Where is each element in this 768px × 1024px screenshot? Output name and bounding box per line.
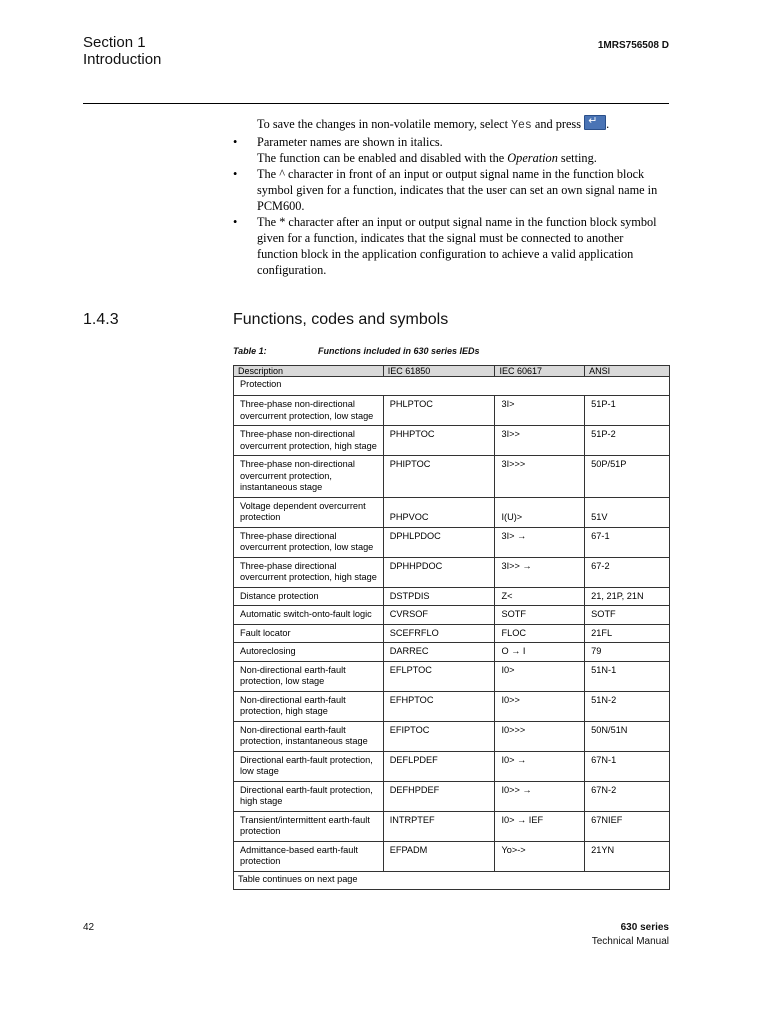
cell-description: Three-phase non-directional overcurrent protection, instantaneous stage <box>234 456 384 498</box>
cell-ansi: 51P-1 <box>585 396 670 426</box>
table-header-row <box>234 366 670 377</box>
cell-description: Three-phase directional overcurrent protection, low stage <box>234 527 384 557</box>
table-row <box>234 661 670 691</box>
page-number: 42 <box>83 922 95 933</box>
cell-iec61850: PHLPTOC <box>383 396 495 426</box>
cell-description: Directional earth-fault protection, low stage <box>234 751 384 781</box>
cell-ansi: 51P-2 <box>585 426 670 456</box>
cell-iec60617: 3I> → <box>495 527 585 557</box>
table-row <box>234 527 670 557</box>
cell-ansi: 67NIEF <box>585 811 670 841</box>
cell-iec60617: I0> <box>495 661 585 691</box>
document-id: 1MRS756508 D <box>597 40 669 51</box>
cell-description: Non-directional earth-fault protection, instantaneous stage <box>234 721 384 751</box>
table-row <box>234 643 670 662</box>
header-description: Description <box>234 366 384 377</box>
cell-ansi: 67N-1 <box>585 751 670 781</box>
cell-ansi: 67-2 <box>585 557 670 587</box>
cell-iec61850: INTRPTEF <box>383 811 495 841</box>
section-label: Section 1 <box>83 34 146 51</box>
header-divider <box>83 103 669 104</box>
cell-description: Non-directional earth-fault protection, low stage <box>234 661 384 691</box>
cell-iec61850: EFPADM <box>383 841 495 871</box>
cell-ansi: 79 <box>585 643 670 662</box>
group-label: Protection <box>234 377 670 396</box>
cell-iec60617: 3I>> <box>495 426 585 456</box>
cell-description: Automatic switch-onto-fault logic <box>234 606 384 625</box>
bullet-parameter-names: • Parameter names are shown in italics. The function can be enabled and disabled with the Operation setting. <box>233 135 597 165</box>
cell-iec60617: 3I> <box>495 396 585 426</box>
cell-iec61850: DSTPDIS <box>383 587 495 606</box>
cell-description: Fault locator <box>234 624 384 643</box>
table-row <box>234 557 670 587</box>
table-row <box>234 751 670 781</box>
table-continues-row <box>234 871 670 889</box>
table-row <box>234 587 670 606</box>
cell-iec61850: DEFHPDEF <box>383 781 495 811</box>
cell-description: Non-directional earth-fault protection, high stage <box>234 691 384 721</box>
cell-description: Distance protection <box>234 587 384 606</box>
cell-ansi: 21FL <box>585 624 670 643</box>
save-instruction: To save the changes in non-volatile memory, select Yes and press ↵. <box>233 115 663 134</box>
cell-iec61850: CVRSOF <box>383 606 495 625</box>
cell-description: Voltage dependent overcurrent protection <box>234 497 384 527</box>
cell-ansi: 51V <box>585 497 670 527</box>
cell-ansi: SOTF <box>585 606 670 625</box>
bullet-caret-character: • The ^ character in front of an input or output signal name in the function block symbol given for a function, indicates that the user can set an own signal name in PCM600. <box>233 167 658 213</box>
header-ansi: ANSI <box>585 366 670 377</box>
cell-ansi: 50N/51N <box>585 721 670 751</box>
cell-description: Three-phase non-directional overcurrent protection, high stage <box>234 426 384 456</box>
cell-description: Autoreclosing <box>234 643 384 662</box>
cell-iec60617: I0> → IEF <box>495 811 585 841</box>
header-iec61850: IEC 61850 <box>383 366 495 377</box>
header-iec60617: IEC 60617 <box>495 366 585 377</box>
cell-description: Admittance-based earth-fault protection <box>234 841 384 871</box>
chapter-label: Introduction <box>83 51 162 68</box>
cell-iec60617: Z< <box>495 587 585 606</box>
bullet-marker: • <box>233 215 238 229</box>
cell-iec61850: DEFLPDEF <box>383 751 495 781</box>
cell-ansi: 67-1 <box>585 527 670 557</box>
table-caption <box>233 346 480 356</box>
cell-ansi: 51N-2 <box>585 691 670 721</box>
table-row <box>234 396 670 426</box>
cell-iec61850: EFHPTOC <box>383 691 495 721</box>
cell-description: Transient/intermittent earth-fault protection <box>234 811 384 841</box>
cell-iec60617: 3I>>> <box>495 456 585 498</box>
table-row <box>234 456 670 498</box>
cell-iec60617: 3I>> → <box>495 557 585 587</box>
bullet-marker: • <box>233 135 238 149</box>
table-row <box>234 624 670 643</box>
cell-ansi: 67N-2 <box>585 781 670 811</box>
table-row <box>234 781 670 811</box>
cell-ansi: 21YN <box>585 841 670 871</box>
running-header <box>83 34 161 68</box>
cell-ansi: 51N-1 <box>585 661 670 691</box>
table-caption-text: Functions included in 630 series IEDs <box>318 346 480 356</box>
cell-iec61850: PHHPTOC <box>383 426 495 456</box>
cell-iec60617: I(U)> <box>495 497 585 527</box>
bullet-marker: • <box>233 167 238 181</box>
cell-iec61850: SCEFRFLO <box>383 624 495 643</box>
section-title: Functions, codes and symbols <box>233 311 449 328</box>
cell-iec61850: EFLPTOC <box>383 661 495 691</box>
cell-iec60617: FLOC <box>495 624 585 643</box>
footer-manual: Technical Manual <box>591 936 669 947</box>
cell-ansi: 21, 21P, 21N <box>585 587 670 606</box>
functions-table <box>233 365 670 890</box>
cell-description: Three-phase non-directional overcurrent protection, low stage <box>234 396 384 426</box>
cell-iec61850: PHPVOC <box>383 497 495 527</box>
bullet-asterisk-character: • The * character after an input or output signal name in the function block symbol given for a function, indicates that the signal must be connected to another function block in the application configuration to achieve a valid application configuration. <box>233 215 657 277</box>
cell-iec61850: EFIPTOC <box>383 721 495 751</box>
operation-italic: Operation <box>507 151 558 165</box>
cell-iec60617: I0>>> <box>495 721 585 751</box>
cell-description: Directional earth-fault protection, high stage <box>234 781 384 811</box>
cell-iec61850: PHIPTOC <box>383 456 495 498</box>
table-continues-note: Table continues on next page <box>234 871 670 889</box>
cell-iec61850: DPHLPDOC <box>383 527 495 557</box>
table-row <box>234 426 670 456</box>
table-row <box>234 841 670 871</box>
table-caption-label: Table 1: <box>233 346 267 356</box>
table-row <box>234 721 670 751</box>
enter-key-icon <box>584 115 606 130</box>
cell-iec60617: Yo>-> <box>495 841 585 871</box>
cell-iec61850: DARREC <box>383 643 495 662</box>
cell-description: Three-phase directional overcurrent protection, high stage <box>234 557 384 587</box>
footer-series: 630 series <box>620 922 669 933</box>
table-row <box>234 691 670 721</box>
yes-code: Yes <box>511 119 532 132</box>
cell-iec60617: I0>> → <box>495 781 585 811</box>
cell-iec60617: O → I <box>495 643 585 662</box>
table-row <box>234 497 670 527</box>
body-text <box>233 115 663 278</box>
cell-iec60617: I0>> <box>495 691 585 721</box>
cell-iec60617: I0> → <box>495 751 585 781</box>
table-row <box>234 606 670 625</box>
group-row-protection <box>234 377 670 396</box>
table-row <box>234 811 670 841</box>
cell-iec61850: DPHHPDOC <box>383 557 495 587</box>
cell-iec60617: SOTF <box>495 606 585 625</box>
section-number: 1.4.3 <box>83 311 119 328</box>
cell-ansi: 50P/51P <box>585 456 670 498</box>
